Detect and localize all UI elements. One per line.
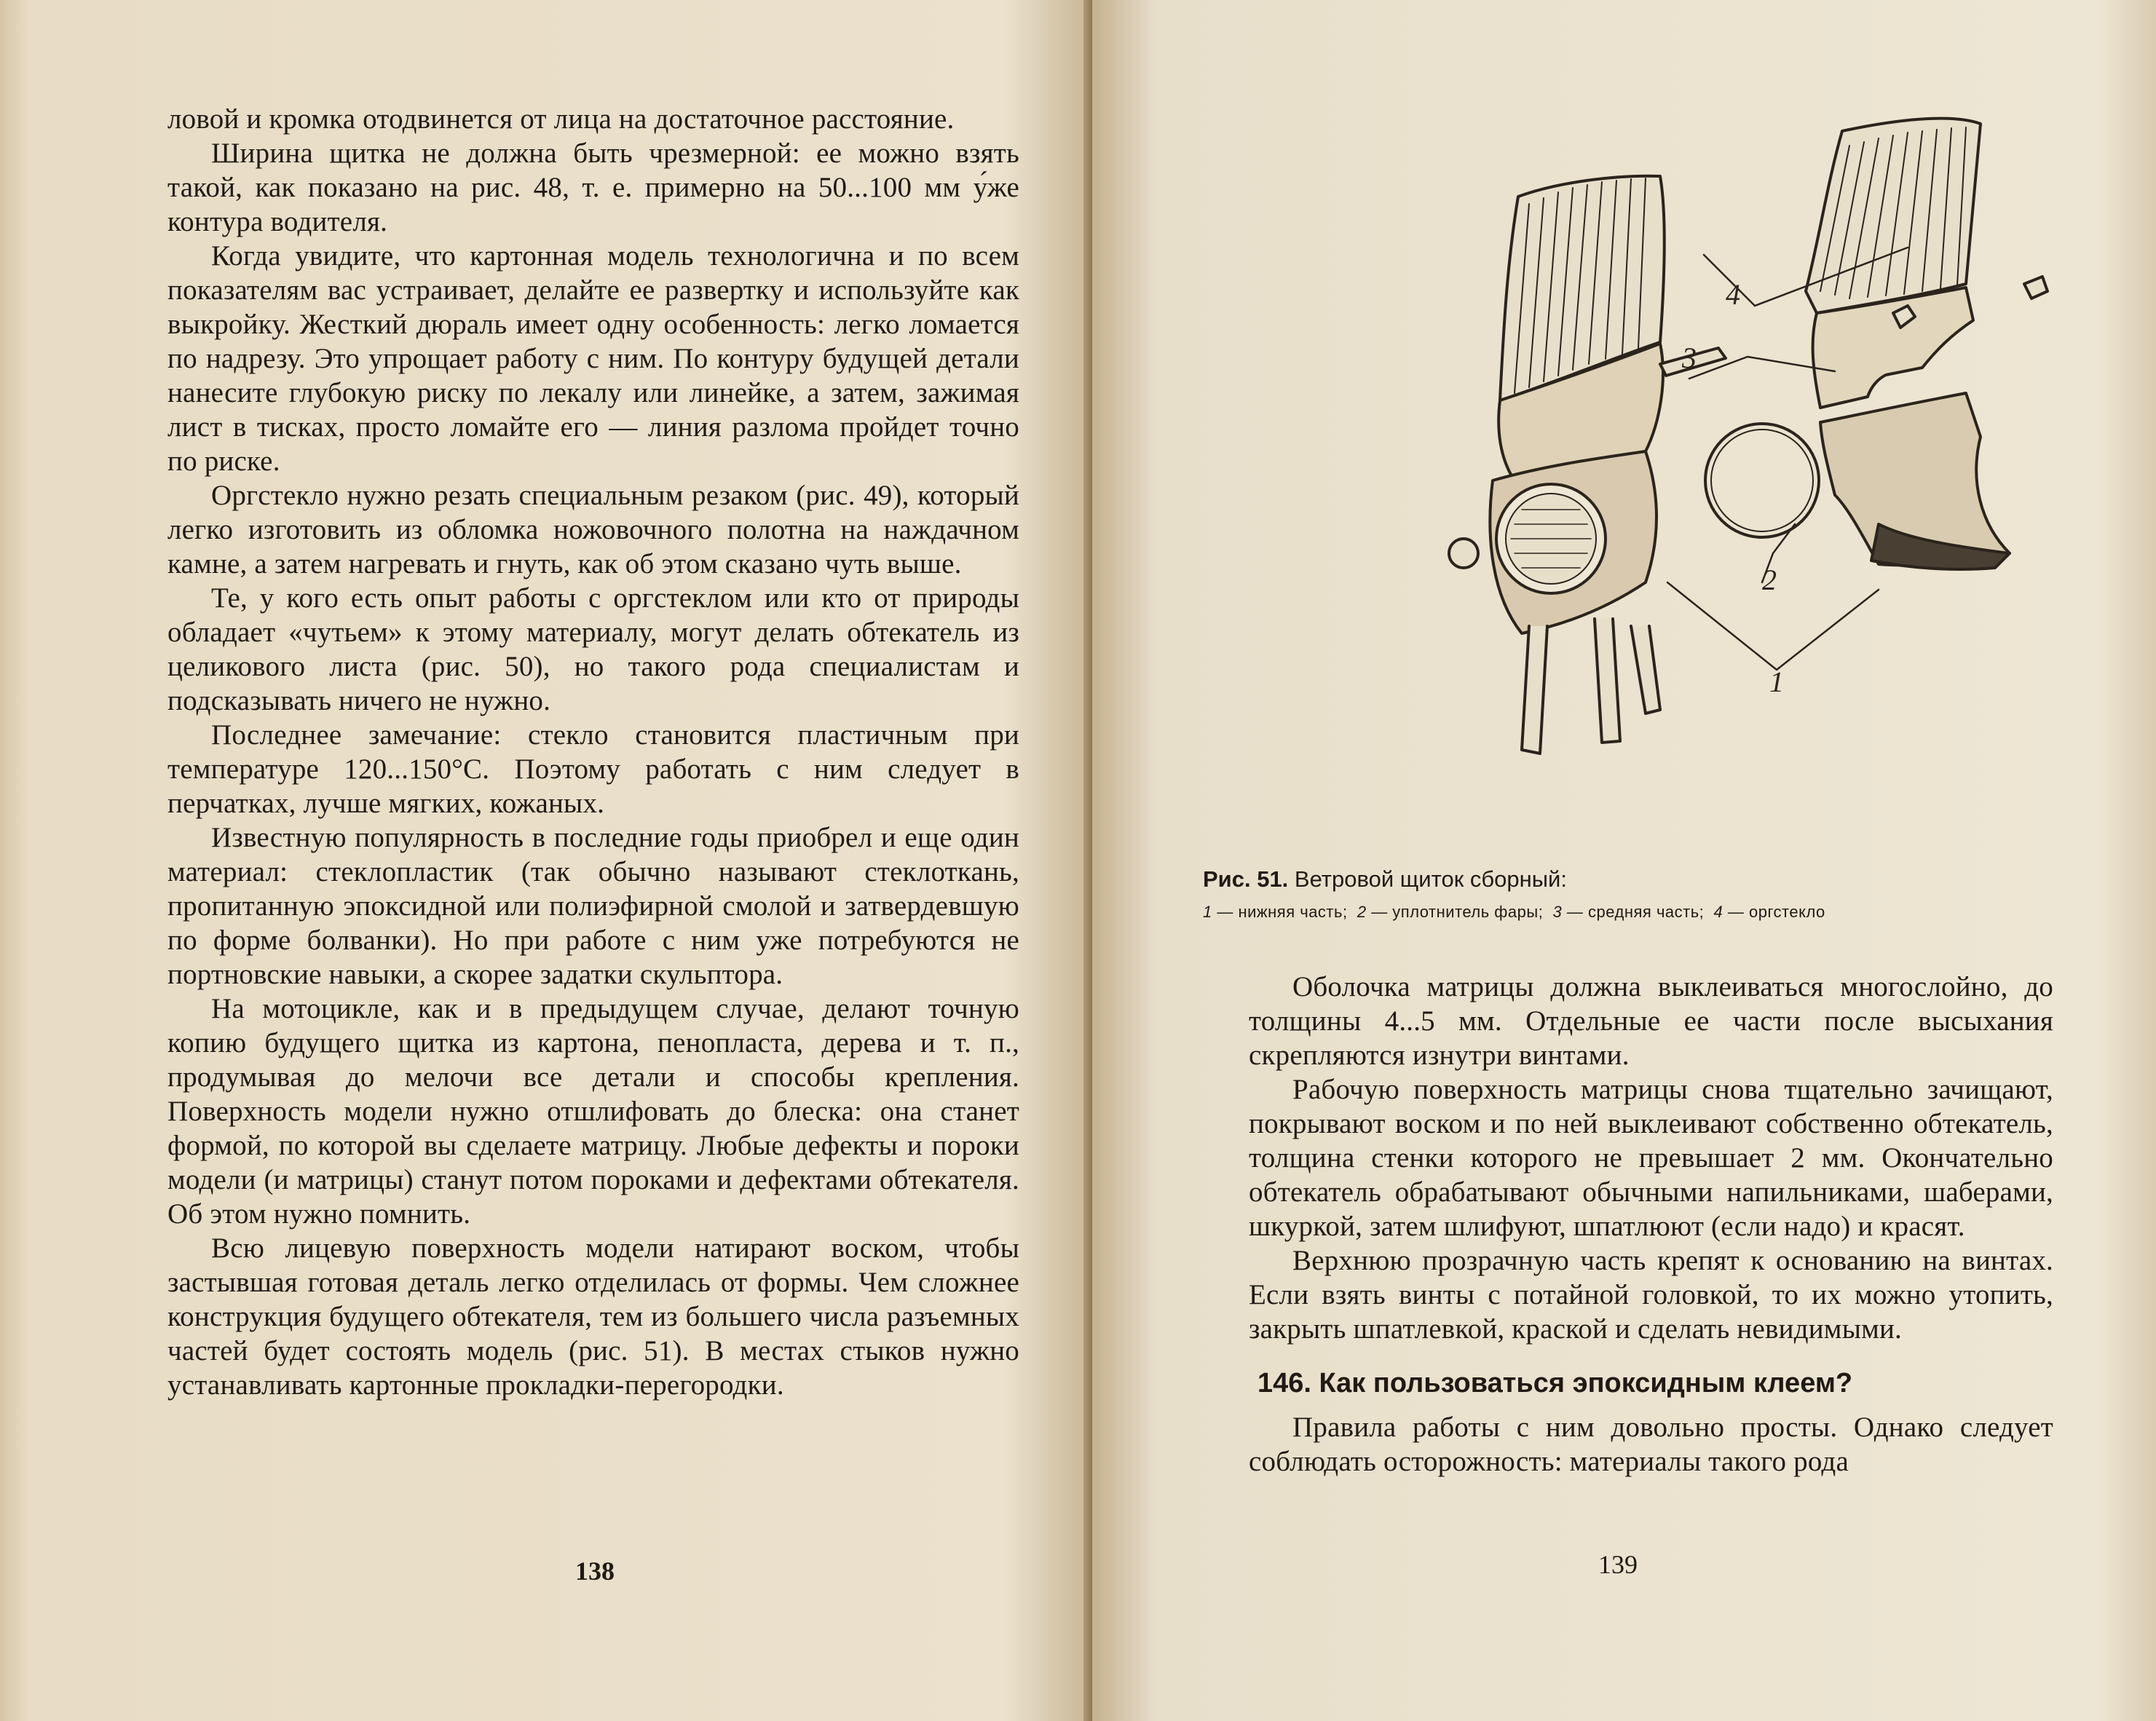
paragraph: Оргстекло нужно резать специальным резаком (рис. 49), который легко изготовить из обломка ножовочного полотна на наждачном камне, а затем нагревать и гнуть, как об этом сказано чуть выше. [167, 480, 1019, 579]
paragraph: Последнее замечание: стекло становится пластичным при температуре 120...150°С. Поэтому работать с ним следует в перчатках, лучше мягких, кожаных. [167, 719, 1019, 819]
paragraph: Правила работы с ним довольно просты. Однако следует соблюдать осторожность: материалы такого рода [1249, 1412, 2053, 1477]
paragraph: Всю лицевую поверхность модели натирают воском, чтобы застывшая готовая деталь легко отделилась от формы. Чем сложнее конструкция будущего обтекателя, тем из большего числа разъемных частей будет состоять модель (рис. 51). В местах стыков нужно устанавливать картонные прокладки-перегородки. [167, 1233, 1019, 1401]
legend-num: 3 [1552, 903, 1563, 921]
legend-text: — уплотнитель фары; [1371, 903, 1544, 921]
legend-num: 1 [1203, 903, 1212, 921]
paragraph: Когда увидите, что картонная модель технологична и по всем показателям вас устраивает, делайте ее развертку и используйте как выкройку. Жесткий дюраль имеет одну особенность: легко ломается по надрезу. Это упрощает работу с ним. По контуру будущей детали нанесите глубокую риску по лекалу или линейке, а затем, зажимая лист в тисках, просто ломайте его — линия разлома пройдет точно по риске. [167, 240, 1019, 477]
legend-text: — средняя часть; [1566, 903, 1705, 921]
legend-text: — оргстекло [1727, 903, 1825, 921]
figure-caption [1203, 866, 2062, 922]
paragraph: Рабочую поверхность матрицы снова тщательно зачищают, покрывают воском и по ней выклеивают собственно обтекатель, толщина стенки которого не превышает 2 мм. Окончательно обтекатель обрабатывают обычными напильниками, шаберами, шкуркой, затем шлифуют, шпатлюют (если надо) и красят. [1249, 1074, 2053, 1242]
figure-label-4: 4 [1726, 278, 1740, 311]
section-heading: 146. Как пользоваться эпоксидным клеем? [1257, 1368, 1853, 1398]
figure-label-1: 1 [1769, 665, 1784, 698]
figure-number: Рис. 51. [1203, 866, 1289, 892]
page-number: 138 [575, 1556, 615, 1586]
paragraph: На мотоцикле, как и в предыдущем случае, делают точную копию будущего щитка из картона, пенопласта, дерева и т. п., продумывая до мелочи все детали и способы крепления. Поверхность модели нужно отшлифовать до блеска: она станет формой, по которой вы сделаете матрицу. Любые дефекты и пороки модели (и матрицы) станут потом пороками и дефектами обтекателя. Об этом нужно помнить. [167, 993, 1019, 1230]
paragraph: Оболочка матрицы должна выклеиваться многослойно, до толщины 4...5 мм. Отдельные ее части после высыхания скрепляются изнутри винтами. [1249, 971, 2053, 1071]
figure-label-3: 3 [1682, 341, 1697, 374]
paragraph: Те, у кого есть опыт работы с оргстеклом или кто от природы обладает «чутьем» к этому материалу, могут делать обтекатель из целикового листа (рис. 50), но такого рода специалистам и подсказывать ничего не нужно. [167, 582, 1019, 716]
legend-text: — нижняя часть; [1217, 903, 1348, 921]
right-text-column [1249, 970, 2053, 1479]
caption-legend [1203, 903, 2062, 922]
legend-num: 2 [1357, 903, 1367, 921]
legend-num: 4 [1713, 903, 1723, 921]
paragraph: Верхнюю прозрачную часть крепят к основанию на винтах. Если взять винты с потайной головкой, то их можно утопить, закрыть шпатлевкой, краской и сделать невидимыми. [1249, 1245, 2053, 1345]
headlight-gasket [1705, 424, 1819, 537]
plexiglass-part-right [1806, 119, 1981, 313]
paragraph: Известную популярность в последние годы приобрел и еще один материал: стеклопластик (так обычно называют стеклоткань, пропитанную эпоксидной или полиэфирной смолой и затвердевшую по форме болванки). Но при работе с ним уже потребуются не портновские навыки, а скорее задатки скульптора. [167, 822, 1019, 990]
paragraph: Ширина щитка не должна быть чрезмерной: ее можно взять такой, как показано на рис. 48, т. е. примерно на 50...100 мм у́же контура водителя. [167, 138, 1019, 237]
left-text-column [167, 102, 1019, 1402]
figure-label-2: 2 [1762, 563, 1777, 596]
paragraph: ловой и кромка отодвинется от лица на достаточное расстояние. [167, 103, 955, 135]
windshield-illustration [1252, 116, 2090, 837]
caption-title: Ветровой щиток сборный: [1294, 866, 1567, 892]
page-number: 139 [1598, 1550, 1638, 1579]
